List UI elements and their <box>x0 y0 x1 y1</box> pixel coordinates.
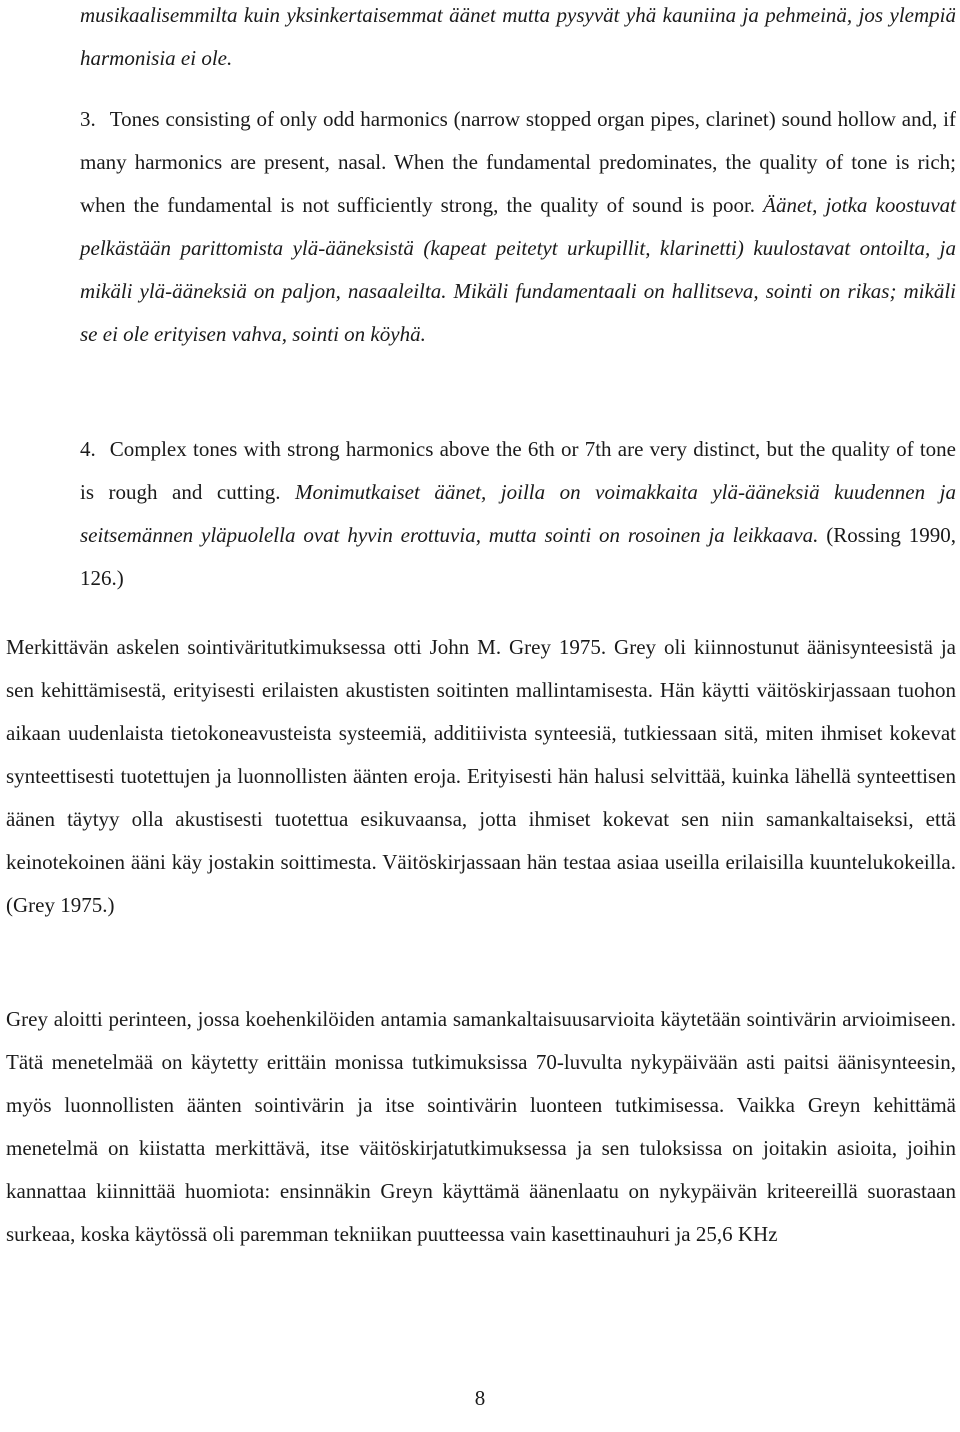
body-paragraph <box>6 998 956 1256</box>
paragraph-text: Merkittävän askelen sointiväritutkimuksessa otti John M. Grey 1975. Grey oli kiinnostunut äänisynteesistä ja sen kehittämisestä, erityisesti erilaisten akustisten soitinten mallintamisesta. Hän käytti väitöskirjassaan tuohon aikaan uudenlaista tietokoneavusteista systeemiä, additiivista synteesiä, tutkiessaan sitä, miten ihmiset kokevat synteettisesti tuotettujen ja luonnollisten äänten eroja. Erityisesti hän halusi selvittää, kuinka lähellä synteettisen äänen täytyy olla akustisesti tuotettua esikuvaansa, jotta ihmiset kokevat sen niin samankaltaiseksi, että keinotekoinen ääni käy jostakin soittimesta. Väitöskirjassaan hän testaa asiaa useilla erilaisilla kuuntelukokeilla. (Grey 1975.) <box>6 635 956 917</box>
english-quote-text: Tones consisting of only odd harmonics (narrow stopped organ pipes, clarinet) sound hollow and, if many harmonics are present, nasal. When the fundamental predominates, the quality of tone is rich; when the fundamental is not sufficiently strong, the quality of sound is poor. <box>80 107 956 217</box>
list-item-continuation <box>80 0 956 80</box>
english-quote-text: Complex tones with strong harmonics above the 6th or 7th are very distinct, but the quality of tone is rough and cutting. <box>80 437 956 504</box>
paragraph-text: Grey aloitti perinteen, jossa koehenkilöiden antamia samankaltaisuusarvioita käytetään sointivärin arvioimiseen. Tätä menetelmää on käytetty erittäin monissa tutkimuksissa 70-luvulta nykypäivään asti paitsi äänisynteesin, myös luonnollisten äänten sointivärin ja itse sointivärin luonteen tutkimisessa. Vaikka Greyn kehittämä menetelmä on kiistatta merkittävä, itse väitöskirjatutkimuksessa ja sen tuloksissa on joitakin asioita, joihin kannattaa kiinnittää huomiota: ensinnäkin Greyn käyttämä äänenlaatu on nykypäivän kriteereillä suorastaan surkeaa, koska käytössä oli paremman tekniikan puutteessa vain kasettinauhuri ja 25,6 KHz <box>6 1007 956 1246</box>
list-number: 4. <box>80 437 96 461</box>
list-item-4 <box>80 428 956 600</box>
finnish-translation-text: Äänet, jotka koostuvat pelkästään parittomista ylä-ääneksistä (kapeat peitetyt urkupillit, klarinetti) kuulostavat ontoilta, ja mikäli ylä-ääneksiä on paljon, nasaaleilta. Mikäli fundamentaali on hallitseva, sointi on rikas; mikäli se ei ole erityisen vahva, sointi on köyhä. <box>80 193 956 346</box>
list-number: 3. <box>80 107 96 131</box>
body-paragraph <box>6 626 956 927</box>
page-number: 8 <box>474 1386 486 1410</box>
finnish-translation-text: musikaalisemmilta kuin yksinkertaisemmat äänet mutta pysyvät yhä kauniina ja pehmeinä, jos ylempiä harmonisia ei ole. <box>80 3 956 70</box>
finnish-translation-text: Monimutkaiset äänet, joilla on voimakkaita ylä-ääneksiä kuudennen ja seitsemännen yläpuolella ovat hyvin erottuvia, mutta sointi on rosoinen ja leikkaava. <box>80 480 956 547</box>
citation: (Rossing 1990, 126.) <box>80 523 957 590</box>
list-item-3 <box>80 98 956 356</box>
